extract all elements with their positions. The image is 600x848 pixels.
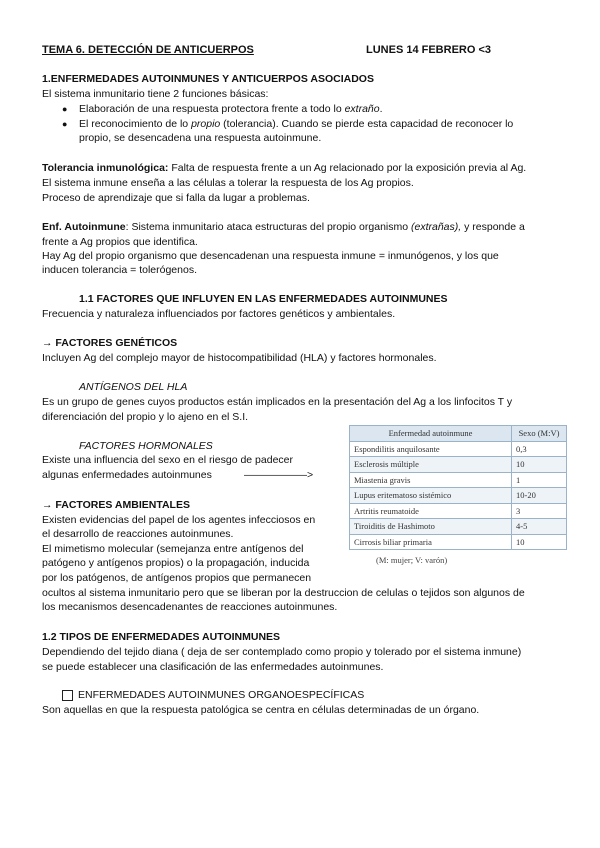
disease-cell: Espondilitis anquilosante — [350, 441, 512, 457]
autoimmune-emphasis: (extrañas), — [411, 221, 462, 233]
environmental-line-3: El mimetismo molecular (semejanza entre antígenos del — [42, 543, 304, 555]
autoimmune-definition — [42, 220, 525, 234]
ratio-cell: 10 — [512, 457, 567, 473]
ratio-cell: 10 — [512, 534, 567, 550]
ratio-cell: 10-20 — [512, 488, 567, 504]
table-header-row — [350, 426, 567, 442]
ratio-cell: 1 — [512, 472, 567, 488]
ratio-cell: 4-5 — [512, 519, 567, 535]
disease-cell: Miastenia gravis — [350, 472, 512, 488]
environmental-line-7: los mecanismos desencadenantes de reacciones autoinmunes. — [42, 601, 338, 613]
autoimmune-end: y responde a — [461, 221, 525, 233]
environmental-line-6: ocultos al sistema inmunitario pero que se liberan por la destruccion de celulas o tejidos son algunos de — [42, 587, 525, 599]
table-caption: (M: mujer; V: varón) — [376, 555, 448, 565]
bullet-2-line-2: propio, se desencadena una respuesta autoinmune. — [79, 132, 322, 144]
ratio-cell: 3 — [512, 503, 567, 519]
arrow-right-icon: ——————> — [244, 469, 314, 481]
checkbox-icon — [62, 690, 73, 701]
environmental-line-2: el desarrollo de reacciones autoinmunes. — [42, 528, 234, 540]
autoimmune-line-3: Hay Ag del propio organismo que desencadenan una respuesta inmune = inmunógenos, y los que — [42, 250, 499, 262]
autoimmune-line-2: frente a Ag propios que identifica. — [42, 236, 198, 248]
disease-cell: Tiroiditis de Hashimoto — [350, 519, 512, 535]
table-row — [350, 534, 567, 550]
bullet-icon: ● — [62, 119, 68, 129]
hormonal-line-2: algunas enfermedades autoinmunes — [42, 469, 212, 481]
bullet-2-end: (tolerancia). Cuando se pierde esta capacidad de reconocer lo — [220, 118, 514, 130]
page-title: TEMA 6. DETECCIÓN DE ANTICUERPOS — [42, 44, 254, 56]
section-1-2-heading: 1.2 TIPOS DE ENFERMEDADES AUTOINMUNES — [42, 631, 281, 643]
tolerance-term: Tolerancia inmunológica: — [42, 162, 169, 174]
table-row — [350, 503, 567, 519]
s1-intro: El sistema inmunitario tiene 2 funciones básicas: — [42, 88, 269, 100]
table-row — [350, 457, 567, 473]
table-row — [350, 519, 567, 535]
genetic-factors-text: Incluyen Ag del complejo mayor de histocompatibilidad (HLA) y factores hormonales. — [42, 352, 437, 364]
environmental-line-4: patógeno y antígenos propios) o la propagación, inducida — [42, 557, 310, 569]
bullet-item-2 — [79, 117, 513, 131]
disease-cell: Artritis reumatoide — [350, 503, 512, 519]
section-1-1-heading: 1.1 FACTORES QUE INFLUYEN EN LAS ENFERMEDADES AUTOINMUNES — [79, 293, 448, 305]
disease-cell: Cirrosis biliar primaria — [350, 534, 512, 550]
disease-cell: Esclerosis múltiple — [350, 457, 512, 473]
hormonal-heading: FACTORES HORMONALES — [79, 440, 213, 452]
bullet-1-emphasis: extraño — [344, 103, 380, 115]
bullet-2-emphasis: propio — [191, 118, 221, 130]
bullet-1-text: Elaboración de una respuesta protectora frente a todo lo — [79, 103, 345, 115]
page-date: LUNES 14 FEBRERO <3 — [366, 44, 492, 56]
s12-line-1: Dependiendo del tejido diana ( deja de ser contemplado como propio y tolerado por el sistema inmune) — [42, 646, 522, 658]
hla-line-1: Es un grupo de genes cuyos productos están implicados en la presentación del Ag a los linfocitos T y — [42, 396, 513, 408]
section-1-heading: 1.ENFERMEDADES AUTOINMUNES Y ANTICUERPOS ASOCIADOS — [42, 73, 374, 85]
organ-specific-text: Son aquellas en que la respuesta patológica se centra en células determinadas de un órgano. — [42, 704, 480, 716]
autoimmune-line-4: inducen tolerancia = tolerógenos. — [42, 264, 197, 276]
table-row — [350, 472, 567, 488]
table-row — [350, 488, 567, 504]
tolerance-definition — [42, 161, 526, 175]
s11-intro: Frecuencia y naturaleza influenciados por factores genéticos y ambientales. — [42, 308, 396, 320]
disease-cell: Lupus eritematoso sistémico — [350, 488, 512, 504]
sex-ratio-table — [349, 425, 567, 550]
hla-heading: ANTÍGENOS DEL HLA — [79, 381, 188, 393]
bullet-icon: ● — [62, 104, 68, 114]
genetic-factors-heading: → FACTORES GENÉTICOS — [42, 337, 178, 349]
autoimmune-text: : Sistema inmunitario ataca estructuras del propio organismo — [125, 221, 411, 233]
environmental-line-5: por los patógenos, de antígenos propios que permanecen — [42, 572, 312, 584]
tolerance-text: Falta de respuesta frente a un Ag relacionado por la exposición previa al Ag. — [168, 162, 527, 174]
hla-line-2: diferenciación del propio y lo ajeno en el S.I. — [42, 411, 249, 423]
environmental-factors-heading: → FACTORES AMBIENTALES — [42, 499, 190, 511]
ratio-cell: 0,3 — [512, 441, 567, 457]
tolerance-line-2: El sistema inmune enseña a las células a tolerar la respuesta de los Ag propios. — [42, 177, 414, 189]
s12-line-2: se puede establecer una clasificación de las enfermedades autoinmunes. — [42, 661, 384, 673]
bullet-2-text: El reconocimiento de lo — [79, 118, 192, 130]
table-header: Enfermedad autoinmune — [350, 426, 512, 442]
tolerance-line-3: Proceso de aprendizaje que si falla da lugar a problemas. — [42, 192, 310, 204]
bullet-1-end: . — [379, 103, 383, 115]
autoimmune-term: Enf. Autoinmune — [42, 221, 126, 233]
environmental-line-1: Existen evidencias del papel de los agentes infecciosos en — [42, 514, 316, 526]
table-row — [350, 441, 567, 457]
organ-specific-heading: ENFERMEDADES AUTOINMUNES ORGANOESPECÍFICAS — [78, 689, 365, 701]
table-header: Sexo (M:V) — [512, 426, 567, 442]
hormonal-line-1: Existe una influencia del sexo en el riesgo de padecer — [42, 454, 293, 466]
bullet-item-1 — [79, 102, 383, 116]
